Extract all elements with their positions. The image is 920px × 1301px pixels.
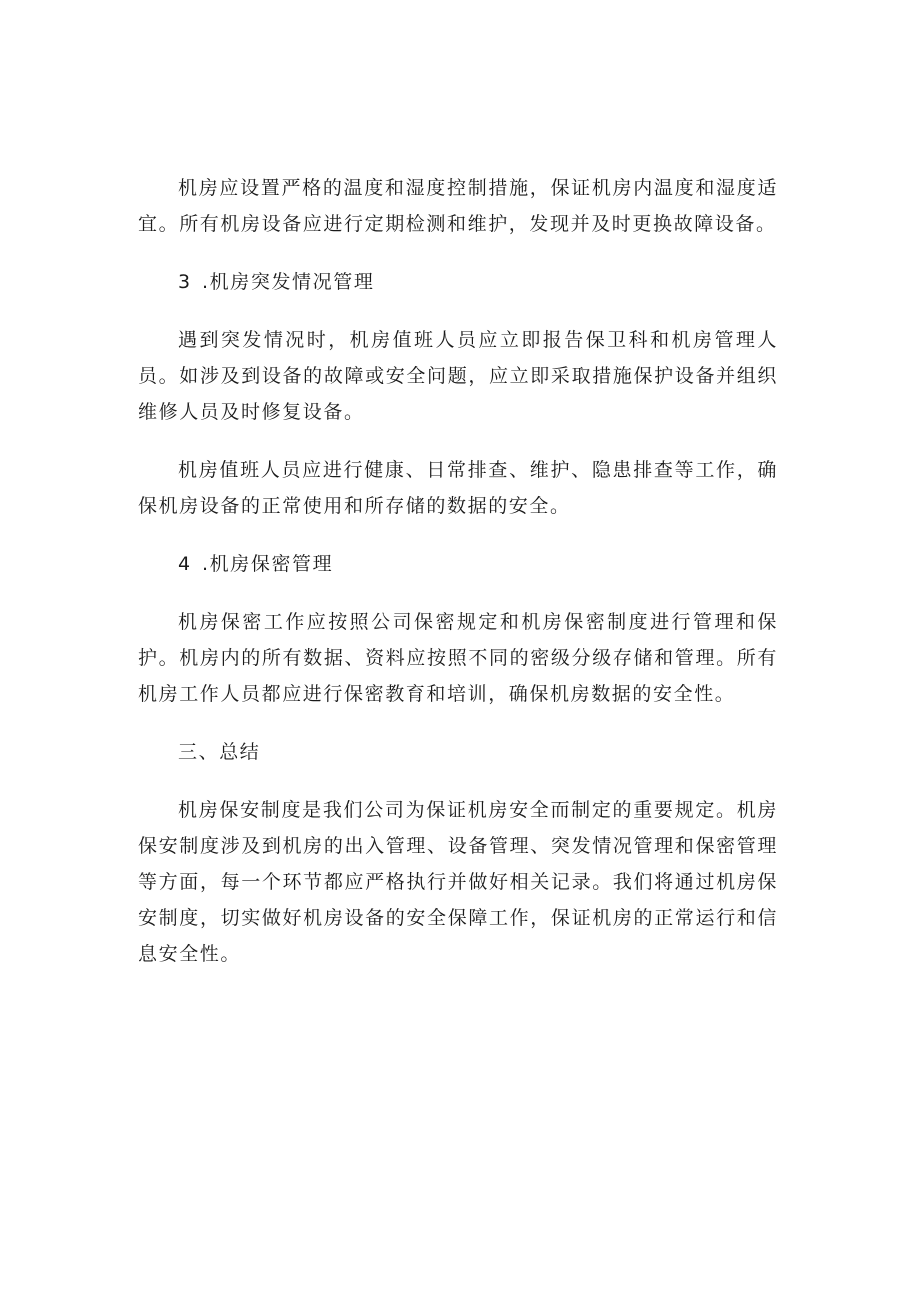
heading-confidentiality-management <box>138 546 778 582</box>
paragraph-temperature-humidity: 机房应设置严格的温度和湿度控制措施，保证机房内温度和湿度适宜。所有机房设备应进行定期检测和维护，发现并及时更换故障设备。 <box>138 177 778 235</box>
document-body <box>138 170 778 994</box>
heading-number: 4 <box>178 553 192 575</box>
heading-emergency-management <box>138 264 778 300</box>
heading-title: .机房保密管理 <box>202 553 334 575</box>
paragraph-emergency-report: 遇到突发情况时，机房值班人员应立即报告保卫科和机房管理人员。如涉及到设备的故障或安全问题，应立即采取措施保护设备并组织维修人员及时修复设备。 <box>138 329 778 423</box>
heading-number: 3 <box>178 271 192 293</box>
paragraph-summary: 机房保安制度是我们公司为保证机房安全而制定的重要规定。机房保安制度涉及到机房的出入管理、设备管理、突发情况管理和保密管理等方面，每一个环节都应严格执行并做好相关记录。我们将通过机房保安制度，切实做好机房设备的安全保障工作，保证机房的正常运行和信息安全性。 <box>138 799 778 965</box>
section-heading-summary: 三、总结 <box>178 741 261 763</box>
heading-title: .机房突发情况管理 <box>202 271 375 293</box>
paragraph-duty-staff: 机房值班人员应进行健康、日常排查、维护、隐患排查等工作，确保机房设备的正常使用和所存储的数据的安全。 <box>138 459 778 517</box>
paragraph-confidentiality: 机房保密工作应按照公司保密规定和机房保密制度进行管理和保护。机房内的所有数据、资料应按照不同的密级分级存储和管理。所有机房工作人员都应进行保密教育和培训，确保机房数据的安全性。 <box>138 611 778 705</box>
